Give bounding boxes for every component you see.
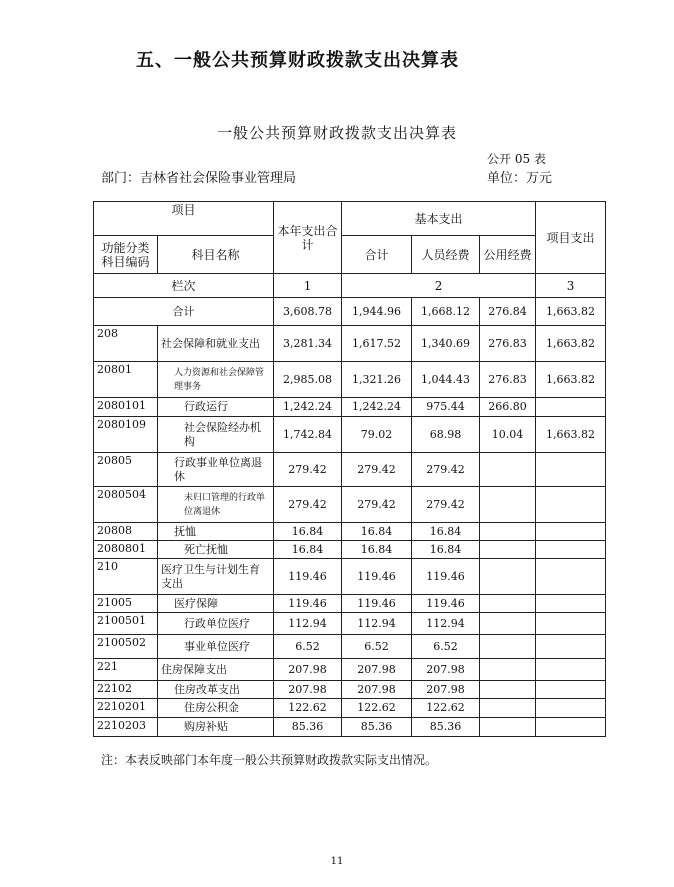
cell-subject-name: 住房改革支出 bbox=[158, 681, 274, 699]
cell-project-exp: 1,663.82 bbox=[536, 362, 606, 398]
table-row bbox=[94, 613, 606, 635]
table-body bbox=[94, 298, 606, 737]
cell-personnel: 1,668.12 bbox=[412, 298, 480, 326]
cell-project-exp: 1,663.82 bbox=[536, 326, 606, 362]
form-number: 公开 05 表 bbox=[487, 152, 546, 166]
cell-year-total: 3,608.78 bbox=[274, 298, 342, 326]
cell-subject-name: 抚恤 bbox=[158, 523, 274, 541]
cell-func-code: 20805 bbox=[94, 453, 158, 487]
cell-project-exp bbox=[536, 635, 606, 659]
cell-basic-total: 1,617.52 bbox=[342, 326, 412, 362]
cell-basic-total: 119.46 bbox=[342, 559, 412, 595]
column-index-1: 1 bbox=[274, 274, 342, 298]
cell-basic-total: 85.36 bbox=[342, 718, 412, 737]
cell-personnel: 119.46 bbox=[412, 559, 480, 595]
cell-project-exp bbox=[536, 559, 606, 595]
cell-personnel: 207.98 bbox=[412, 681, 480, 699]
table-row bbox=[94, 699, 606, 718]
cell-year-total: 16.84 bbox=[274, 523, 342, 541]
table-note: 注：本表反映部门本年度一般公共预算财政拨款实际支出情况。 bbox=[101, 753, 438, 767]
cell-func-code: 20808 bbox=[94, 523, 158, 541]
cell-personnel: 68.98 bbox=[412, 417, 480, 453]
cell-year-total: 119.46 bbox=[274, 559, 342, 595]
cell-basic-total: 1,242.24 bbox=[342, 398, 412, 417]
table-row bbox=[94, 326, 606, 362]
cell-func-code: 20801 bbox=[94, 362, 158, 398]
table-row bbox=[94, 298, 606, 326]
section-title: 五、一般公共预算财政拨款支出决算表 bbox=[136, 50, 459, 71]
cell-basic-total: 1,321.26 bbox=[342, 362, 412, 398]
header-subject-name: 科目名称 bbox=[158, 236, 274, 274]
cell-year-total: 122.62 bbox=[274, 699, 342, 718]
cell-func-code: 2080101 bbox=[94, 398, 158, 417]
expenditure-table bbox=[93, 201, 606, 737]
cell-func-code: 22102 bbox=[94, 681, 158, 699]
cell-project-exp bbox=[536, 681, 606, 699]
cell-year-total: 2,985.08 bbox=[274, 362, 342, 398]
cell-basic-total: 79.02 bbox=[342, 417, 412, 453]
cell-basic-total: 279.42 bbox=[342, 487, 412, 523]
header-project-exp: 项目支出 bbox=[536, 202, 606, 274]
department-label: 部门：吉林省社会保险事业管理局 bbox=[101, 171, 297, 186]
column-index-3: 3 bbox=[536, 274, 606, 298]
table-row bbox=[94, 523, 606, 541]
cell-func-code: 208 bbox=[94, 326, 158, 362]
header-basic: 基本支出 bbox=[342, 202, 536, 236]
cell-project-exp bbox=[536, 718, 606, 737]
cell-public bbox=[480, 659, 536, 681]
cell-basic-total: 122.62 bbox=[342, 699, 412, 718]
cell-basic-total: 112.94 bbox=[342, 613, 412, 635]
cell-year-total: 112.94 bbox=[274, 613, 342, 635]
cell-subject-name: 社会保障和就业支出 bbox=[158, 326, 274, 362]
cell-public bbox=[480, 635, 536, 659]
cell-public bbox=[480, 718, 536, 737]
cell-subject-name: 行政事业单位离退休 bbox=[158, 453, 274, 487]
cell-subject-name: 住房保障支出 bbox=[158, 659, 274, 681]
cell-personnel: 119.46 bbox=[412, 595, 480, 613]
table-row bbox=[94, 362, 606, 398]
cell-public bbox=[480, 523, 536, 541]
table-row bbox=[94, 718, 606, 737]
cell-project-exp: 1,663.82 bbox=[536, 417, 606, 453]
table-row bbox=[94, 417, 606, 453]
cell-project-exp bbox=[536, 595, 606, 613]
cell-public bbox=[480, 595, 536, 613]
cell-year-total: 279.42 bbox=[274, 487, 342, 523]
table-row bbox=[94, 595, 606, 613]
table-row bbox=[94, 453, 606, 487]
column-index-2: 2 bbox=[342, 274, 536, 298]
cell-year-total: 207.98 bbox=[274, 659, 342, 681]
cell-personnel: 6.52 bbox=[412, 635, 480, 659]
cell-personnel: 112.94 bbox=[412, 613, 480, 635]
cell-public bbox=[480, 681, 536, 699]
cell-func-code: 221 bbox=[94, 659, 158, 681]
cell-public: 276.83 bbox=[480, 326, 536, 362]
cell-subject-name: 未归口管理的行政单位离退休 bbox=[158, 487, 274, 523]
cell-subject-name: 死亡抚恤 bbox=[158, 541, 274, 559]
cell-basic-total: 279.42 bbox=[342, 453, 412, 487]
cell-func-code: 2080109 bbox=[94, 417, 158, 453]
cell-year-total: 6.52 bbox=[274, 635, 342, 659]
cell-subject-name: 医疗卫生与计划生育支出 bbox=[158, 559, 274, 595]
cell-subject-name: 社会保险经办机构 bbox=[158, 417, 274, 453]
table-row bbox=[94, 559, 606, 595]
cell-basic-total: 1,944.96 bbox=[342, 298, 412, 326]
cell-public bbox=[480, 541, 536, 559]
cell-personnel: 16.84 bbox=[412, 541, 480, 559]
cell-func-code: 2080504 bbox=[94, 487, 158, 523]
cell-year-total: 279.42 bbox=[274, 453, 342, 487]
header-project: 项目 bbox=[94, 202, 274, 236]
cell-basic-total: 207.98 bbox=[342, 659, 412, 681]
header-year-total: 本年支出合计 bbox=[274, 202, 342, 274]
cell-basic-total: 16.84 bbox=[342, 541, 412, 559]
cell-year-total: 16.84 bbox=[274, 541, 342, 559]
cell-public bbox=[480, 613, 536, 635]
cell-public bbox=[480, 559, 536, 595]
cell-personnel: 16.84 bbox=[412, 523, 480, 541]
cell-func-code: 210 bbox=[94, 559, 158, 595]
cell-basic-total: 207.98 bbox=[342, 681, 412, 699]
cell-project-exp bbox=[536, 453, 606, 487]
cell-year-total: 119.46 bbox=[274, 595, 342, 613]
cell-public: 276.84 bbox=[480, 298, 536, 326]
cell-basic-total: 119.46 bbox=[342, 595, 412, 613]
cell-subject-name: 行政运行 bbox=[158, 398, 274, 417]
cell-func-code: 2210201 bbox=[94, 699, 158, 718]
table-row bbox=[94, 398, 606, 417]
cell-basic-total: 16.84 bbox=[342, 523, 412, 541]
cell-year-total: 3,281.34 bbox=[274, 326, 342, 362]
cell-year-total: 1,242.24 bbox=[274, 398, 342, 417]
cell-basic-total: 6.52 bbox=[342, 635, 412, 659]
cell-subject-name: 医疗保障 bbox=[158, 595, 274, 613]
table-row bbox=[94, 487, 606, 523]
cell-subject-name: 行政单位医疗 bbox=[158, 613, 274, 635]
cell-func-code: 2100501 bbox=[94, 613, 158, 635]
cell-personnel: 85.36 bbox=[412, 718, 480, 737]
cell-project-exp bbox=[536, 699, 606, 718]
table-row bbox=[94, 541, 606, 559]
cell-public bbox=[480, 487, 536, 523]
cell-subject-name: 人力资源和社会保障管理事务 bbox=[158, 362, 274, 398]
cell-public bbox=[480, 453, 536, 487]
cell-subject-name: 合计 bbox=[94, 298, 274, 326]
cell-project-exp bbox=[536, 659, 606, 681]
cell-func-code: 2080801 bbox=[94, 541, 158, 559]
page-number: 11 bbox=[330, 856, 344, 867]
cell-public: 266.80 bbox=[480, 398, 536, 417]
cell-public: 10.04 bbox=[480, 417, 536, 453]
header-func-code: 功能分类科目编码 bbox=[94, 236, 158, 274]
cell-personnel: 279.42 bbox=[412, 453, 480, 487]
header-personnel: 人员经费 bbox=[412, 236, 480, 274]
cell-year-total: 85.36 bbox=[274, 718, 342, 737]
cell-personnel: 975.44 bbox=[412, 398, 480, 417]
cell-personnel: 207.98 bbox=[412, 659, 480, 681]
cell-subject-name: 事业单位医疗 bbox=[158, 635, 274, 659]
cell-personnel: 1,044.43 bbox=[412, 362, 480, 398]
cell-year-total: 1,742.84 bbox=[274, 417, 342, 453]
table-row bbox=[94, 635, 606, 659]
cell-subject-name: 购房补贴 bbox=[158, 718, 274, 737]
cell-project-exp bbox=[536, 541, 606, 559]
cell-subject-name: 住房公积金 bbox=[158, 699, 274, 718]
cell-year-total: 207.98 bbox=[274, 681, 342, 699]
unit-label: 单位：万元 bbox=[487, 171, 553, 186]
cell-public: 276.83 bbox=[480, 362, 536, 398]
table-row bbox=[94, 681, 606, 699]
cell-project-exp bbox=[536, 398, 606, 417]
column-index-label: 栏次 bbox=[94, 274, 274, 298]
table-row bbox=[94, 659, 606, 681]
cell-project-exp bbox=[536, 613, 606, 635]
table-title: 一般公共预算财政拨款支出决算表 bbox=[216, 124, 457, 142]
header-basic-total: 合计 bbox=[342, 236, 412, 274]
cell-func-code: 2100502 bbox=[94, 635, 158, 659]
cell-func-code: 21005 bbox=[94, 595, 158, 613]
cell-personnel: 122.62 bbox=[412, 699, 480, 718]
cell-project-exp bbox=[536, 487, 606, 523]
cell-personnel: 1,340.69 bbox=[412, 326, 480, 362]
header-public: 公用经费 bbox=[480, 236, 536, 274]
cell-public bbox=[480, 699, 536, 718]
cell-func-code: 2210203 bbox=[94, 718, 158, 737]
cell-project-exp bbox=[536, 523, 606, 541]
cell-personnel: 279.42 bbox=[412, 487, 480, 523]
cell-project-exp: 1,663.82 bbox=[536, 298, 606, 326]
